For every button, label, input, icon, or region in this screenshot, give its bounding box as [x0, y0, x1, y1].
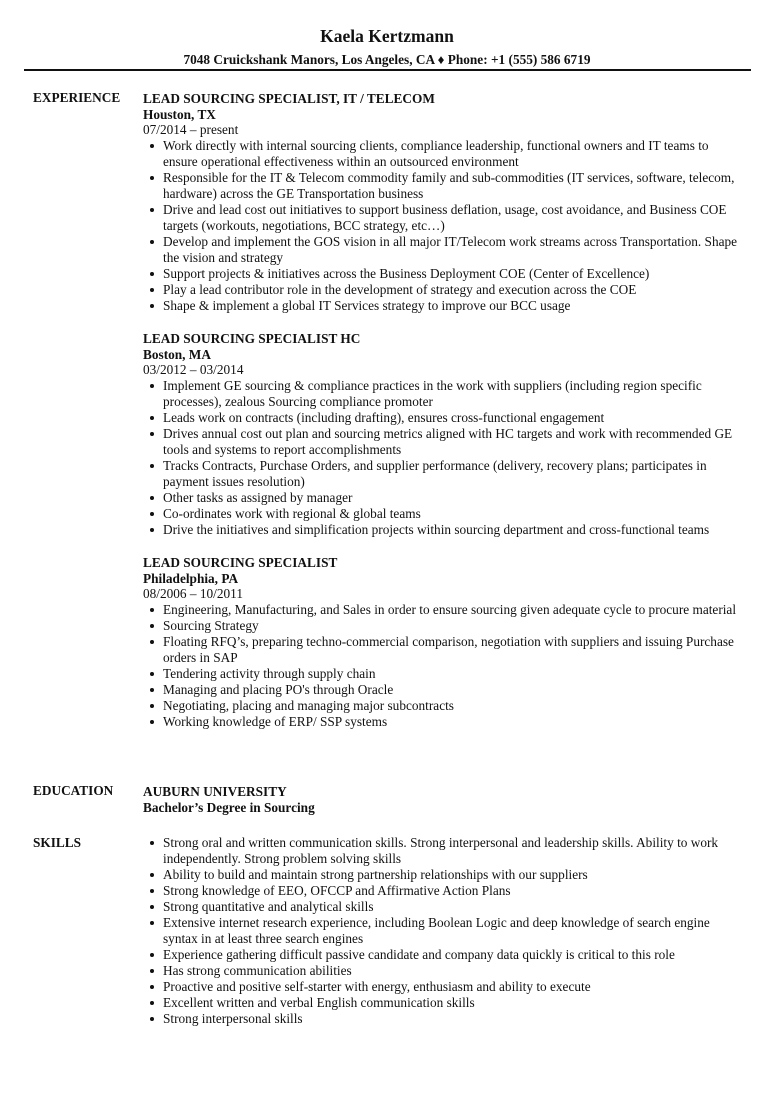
bullet-icon [150, 1001, 154, 1005]
school-name: AUBURN UNIVERSITY [143, 784, 287, 799]
bullet-icon [150, 304, 154, 308]
skill-bullets [143, 835, 743, 1027]
bullet-text: Tendering activity through supply chain [163, 666, 376, 681]
bullet-text: Develop and implement the GOS vision in all major IT/Telecom work streams across Transportation. Shape the vision and strategy [163, 234, 738, 265]
bullet-item [143, 682, 743, 698]
bullet-icon [150, 144, 154, 148]
bullet-icon [150, 464, 154, 468]
bullet-text: Floating RFQ’s, preparing techno-commercial comparison, negotiation with suppliers and issuing Purchase orders in SAP [163, 634, 734, 665]
bullet-icon [150, 873, 154, 877]
bullet-text: Strong oral and written communication skills. Strong interpersonal and leadership skills. Ability to work independently. Strong problem solving skills [163, 835, 719, 866]
bullet-item [143, 266, 743, 282]
bullet-item [143, 426, 743, 458]
bullet-icon [150, 384, 154, 388]
job-entry [143, 330, 743, 538]
bullet-text: Proactive and positive self-starter with energy, enthusiasm and ability to execute [163, 979, 591, 994]
bullet-text: Working knowledge of ERP/ SSP systems [163, 714, 388, 729]
job-title: LEAD SOURCING SPECIALIST [143, 555, 338, 570]
bullet-item [143, 506, 743, 522]
job-location: Philadelphia, PA [143, 571, 239, 586]
bullet-text: Implement GE sourcing & compliance practices in the work with suppliers (including region specific processes), zealous Sourcing compliance promoter [163, 378, 702, 409]
bullet-icon [150, 969, 154, 973]
bullet-item [143, 634, 743, 666]
job-location: Houston, TX [143, 107, 216, 122]
header-divider [24, 69, 751, 71]
candidate-name: Kaela Kertzmann [320, 26, 454, 46]
bullet-icon [150, 921, 154, 925]
bullet-item [143, 490, 743, 506]
bullet-icon [150, 608, 154, 612]
bullet-item [143, 835, 743, 867]
bullet-icon [150, 889, 154, 893]
bullet-text: Strong knowledge of EEO, OFCCP and Affirmative Action Plans [163, 883, 511, 898]
bullet-icon [150, 240, 154, 244]
job-title: LEAD SOURCING SPECIALIST, IT / TELECOM [143, 91, 435, 106]
bullet-icon [150, 416, 154, 420]
bullet-item [143, 714, 743, 730]
bullet-icon [150, 496, 154, 500]
contact-info: 7048 Cruickshank Manors, Los Angeles, CA ♦ Phone: +1 (555) 586 6719 [183, 52, 591, 67]
bullet-item [143, 947, 743, 963]
job-bullets [143, 378, 743, 538]
bullet-item [143, 1011, 743, 1027]
bullet-item [143, 234, 743, 266]
bullet-icon [150, 841, 154, 845]
bullet-item [143, 618, 743, 634]
bullet-item [143, 602, 743, 618]
bullet-text: Strong quantitative and analytical skills [163, 899, 374, 914]
bullet-text: Ability to build and maintain strong partnership relationships with our suppliers [163, 867, 588, 882]
bullet-icon [150, 176, 154, 180]
bullet-icon [150, 985, 154, 989]
bullet-item [143, 979, 743, 995]
bullet-icon [150, 272, 154, 276]
degree: Bachelor’s Degree in Sourcing [143, 800, 315, 815]
bullet-icon [150, 528, 154, 532]
bullet-text: Drive the initiatives and simplification projects within sourcing department and cross-functional teams [163, 522, 710, 537]
bullet-icon [150, 953, 154, 957]
bullet-icon [150, 905, 154, 909]
bullet-text: Sourcing Strategy [163, 618, 259, 633]
bullet-item [143, 202, 743, 234]
bullet-item [143, 378, 743, 410]
bullet-text: Negotiating, placing and managing major subcontracts [163, 698, 454, 713]
bullet-item [143, 666, 743, 682]
job-title: LEAD SOURCING SPECIALIST HC [143, 331, 361, 346]
bullet-text: Support projects & initiatives across the Business Deployment COE (Center of Excellence) [163, 266, 650, 281]
bullet-text: Drives annual cost out plan and sourcing metrics aligned with HC targets and work with recommended GE tools and systems to report accomplishments [163, 426, 733, 457]
job-dates: 03/2012 – 03/2014 [143, 362, 244, 377]
bullet-item [143, 138, 743, 170]
bullet-item [143, 883, 743, 899]
bullet-text: Tracks Contracts, Purchase Orders, and supplier performance (delivery, recovery plans; participates in payment issues resolution) [163, 458, 707, 489]
bullet-text: Strong interpersonal skills [163, 1011, 303, 1026]
skills-list [143, 835, 743, 1027]
bullet-item [143, 170, 743, 202]
section-label-experience: EXPERIENCE [33, 90, 121, 105]
bullet-item [143, 298, 743, 314]
bullet-icon [150, 688, 154, 692]
bullet-text: Responsible for the IT & Telecom commodity family and sub-commodities (IT services, software, telecom, hardware) across the GE Transportation business [163, 170, 735, 201]
bullet-item [143, 867, 743, 883]
bullet-icon [150, 624, 154, 628]
job-bullets [143, 138, 743, 314]
education-entry [143, 783, 743, 816]
bullet-text: Extensive internet research experience, including Boolean Logic and deep knowledge of search engine syntax in at least three search engines [163, 915, 710, 946]
job-entry [143, 554, 743, 730]
job-location: Boston, MA [143, 347, 211, 362]
bullet-item [143, 899, 743, 915]
bullet-icon [150, 1017, 154, 1021]
bullet-text: Managing and placing PO's through Oracle [163, 682, 394, 697]
bullet-text: Has strong communication abilities [163, 963, 352, 978]
bullet-text: Engineering, Manufacturing, and Sales in order to ensure sourcing given adequate cycle to procure material [163, 602, 737, 617]
bullet-item [143, 410, 743, 426]
bullet-item [143, 282, 743, 298]
bullet-text: Play a lead contributor role in the development of strategy and execution across the COE [163, 282, 637, 297]
bullet-icon [150, 704, 154, 708]
bullet-item [143, 698, 743, 714]
job-entry [143, 90, 743, 314]
job-dates: 08/2006 – 10/2011 [143, 586, 243, 601]
bullet-icon [150, 512, 154, 516]
section-label-education: EDUCATION [33, 783, 114, 798]
bullet-icon [150, 672, 154, 676]
bullet-item [143, 963, 743, 979]
bullet-icon [150, 432, 154, 436]
section-label-skills: SKILLS [33, 835, 82, 850]
bullet-text: Excellent written and verbal English communication skills [163, 995, 475, 1010]
bullet-text: Leads work on contracts (including drafting), ensures cross-functional engagement [163, 410, 605, 425]
job-bullets [143, 602, 743, 730]
bullet-text: Drive and lead cost out initiatives to support business deflation, usage, cost avoidance, and Business COE targets (workouts, negotiations, BCC strategy, etc…) [163, 202, 727, 233]
bullet-text: Co-ordinates work with regional & global teams [163, 506, 421, 521]
experience-list [143, 90, 743, 746]
bullet-item [143, 458, 743, 490]
bullet-text: Experience gathering difficult passive candidate and company data quickly is critical to this role [163, 947, 675, 962]
bullet-icon [150, 640, 154, 644]
bullet-icon [150, 288, 154, 292]
job-dates: 07/2014 – present [143, 122, 239, 137]
bullet-item [143, 995, 743, 1011]
bullet-icon [150, 208, 154, 212]
bullet-text: Shape & implement a global IT Services strategy to improve our BCC usage [163, 298, 571, 313]
bullet-text: Work directly with internal sourcing clients, compliance leadership, functional owners and IT teams to ensure operational effectiveness within an outsourced environment [163, 138, 709, 169]
bullet-item [143, 915, 743, 947]
bullet-item [143, 522, 743, 538]
bullet-text: Other tasks as assigned by manager [163, 490, 353, 505]
bullet-icon [150, 720, 154, 724]
